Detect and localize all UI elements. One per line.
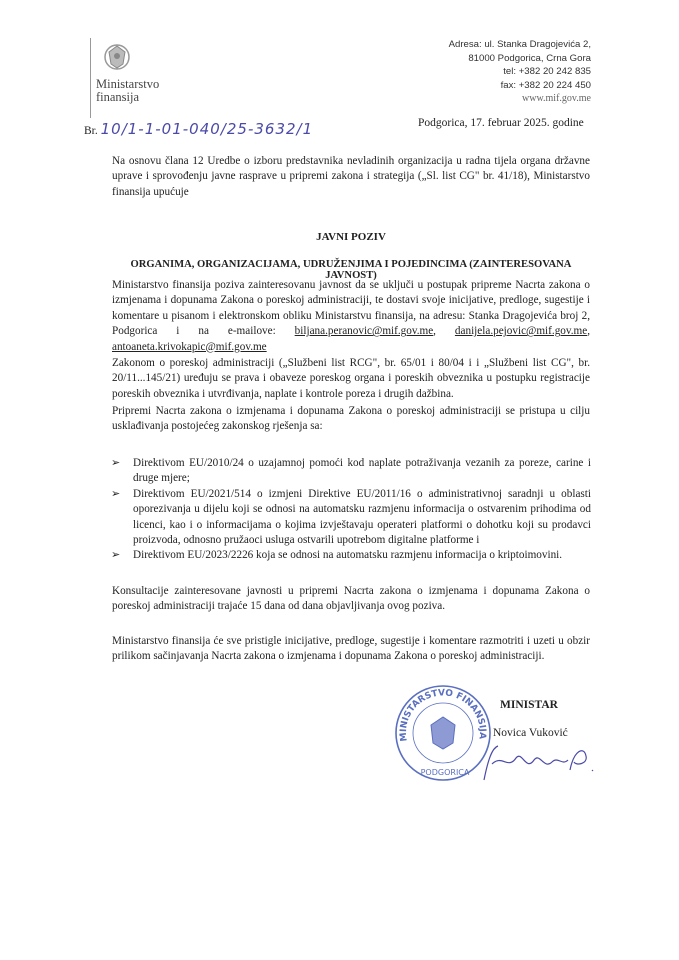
- email-link[interactable]: biljana.peranovic@mif.gov.me: [294, 325, 434, 338]
- intro-paragraph: Na osnovu člana 12 Uredbe o izboru predstavnika nevladinih organizacija u radna tijela organa državne uprave i sprovođenju javne rasprave u pripremi zakona i strategija („Sl. list CG" br. 41/18), Ministarstvo finansija upućuje: [112, 155, 590, 198]
- ministry-name: [96, 78, 159, 103]
- document-date: Podgorica, 17. februar 2025. godine: [418, 117, 584, 129]
- address-line: 81000 Podgorica, Crna Gora: [468, 52, 591, 64]
- fax: fax: +382 20 224 450: [500, 79, 591, 91]
- list-item-text: Direktivom EU/2021/514 o izmjeni Direktive EU/2011/16 o administrativnoj saradnji u oblasti oporezivanja u dijelu koji se odnosi na automatsku razmjenu informacija o ostvarenim prihodima od licenci, kao i o informacijama o kojima izvještavaju operateri platformi o dohotku koji su prodavci proizvoda, odnosno pružaoci usluga ostvarili upotrebom digitalne platforme i: [133, 487, 591, 547]
- document-title: JAVNI POZIV: [316, 231, 386, 243]
- handwritten-signature: [478, 740, 598, 790]
- coat-of-arms-icon: [100, 40, 134, 74]
- ref-prefix: Br.: [84, 125, 98, 137]
- paragraph-law: Zakonom o poreskoj administraciji („Službeni list RCG", br. 65/01 i 80/04 i i „Službeni list CG", br. 20/11...145/21) uređuju se prava i obaveze poreskog organa i poreskih obveznika u postupku registracije poreskih obveznika i utvrđivanja, naplate i kontrole poreza i drugih dažbina.: [112, 357, 590, 400]
- paragraph-invitation: Ministarstvo finansija poziva zainteresovanu javnost da se uključi u postupak pripreme Nacrta zakona o izmjenama i dopunama Zakona o poreskoj administraciji, te dostavi svoje inicijative, predloge, sugestije i komentare u pisanom i elektronskom obliku Ministarstvu finansija, na adresu: Stanka Dragojevića broj 2, Podgorica i na e-mailove: biljana.peranovic@mif.gov.me, danijela.pejovic@mif.gov.me, antoaneta.krivokapic@mif.gov.me: [112, 279, 591, 353]
- address-line: Adresa: ul. Stanka Dragojevića 2,: [448, 39, 591, 50]
- signatory-role: MINISTAR: [500, 699, 558, 711]
- list-item: [113, 487, 591, 549]
- email-link[interactable]: antoaneta.krivokapic@mif.gov.me: [112, 340, 267, 353]
- directives-list: [113, 456, 591, 564]
- list-item: [113, 548, 591, 563]
- paragraph-purpose: Pripremi Nacrta zakona o izmjenama i dopunama Zakona o poreskoj administraciji se pristupa u cilju usklađivanja postojećeg zakonskog rješenja sa:: [112, 405, 590, 433]
- document-subtitle: ORGANIMA, ORGANIZACIJAMA, UDRUŽENJIMA I POJEDINCIMA (ZAINTERESOVANA JAVNOST): [130, 259, 572, 281]
- arrowhead-bullet-icon: ➢: [111, 457, 121, 469]
- ministry-name-line2: finansija: [96, 89, 140, 104]
- header-divider: [90, 38, 91, 118]
- svg-text:MINISTARSTVO FINANSIJA: MINISTARSTVO FINANSIJA: [398, 688, 488, 742]
- handwritten-ref-number: 10/1-1-01-040/25-3632/1: [100, 120, 314, 138]
- list-item: [113, 456, 591, 487]
- paragraph-closing: Ministarstvo finansija će sve pristigle inicijative, predloge, sugestije i komentare razmotriti i uzeti u obzir prilikom sačinjavanja Nacrta zakona o izmjenama i dopunama Zakona o poreskoj administraciji.: [112, 635, 590, 663]
- arrowhead-bullet-icon: ➢: [111, 487, 121, 500]
- arrowhead-bullet-icon: ➢: [111, 549, 121, 562]
- paragraph-duration: Konsultacije zainteresovane javnosti u pripremi Nacrta zakona o izmjenama i dopunama Zakona o poreskoj administraciji trajaće 15 dana od dana objavljivanja ovog poziva.: [112, 585, 590, 613]
- email-link[interactable]: danijela.pejovic@mif.gov.me: [454, 325, 588, 338]
- signatory-name: Novica Vuković: [493, 727, 568, 739]
- reference-number: [84, 120, 313, 138]
- website-link[interactable]: www.mif.gov.me: [522, 93, 591, 105]
- list-item-text: Direktivom EU/2010/24 o uzajamnoj pomoći kod naplate potraživanja vezanih za poreze, carine i druge mjere;: [133, 457, 591, 485]
- address-block: [449, 38, 591, 106]
- svg-text:PODGORICA: PODGORICA: [420, 768, 470, 777]
- ministry-name-line1: Ministarstvo: [96, 77, 160, 91]
- phone: tel: +382 20 242 835: [503, 66, 591, 78]
- list-item-text: Direktivom EU/2023/2226 koja se odnosi na automatsku razmjenu informacija o kriptoimovini.: [133, 549, 563, 562]
- invitation-text: Ministarstvo finansija poziva zainteresovanu javnost da se uključi u postupak pripreme Nacrta zakona o izmjenama i dopunama Zakona o poreskoj administraciji, te dostavi svoje inicijative, predloge, sugestije i komentare u pisanom i elektronskom obliku Ministarstvu finansija, na adresu: Stanka Dragojevića broj 2, Podgorica i na e-mailove:: [112, 279, 590, 338]
